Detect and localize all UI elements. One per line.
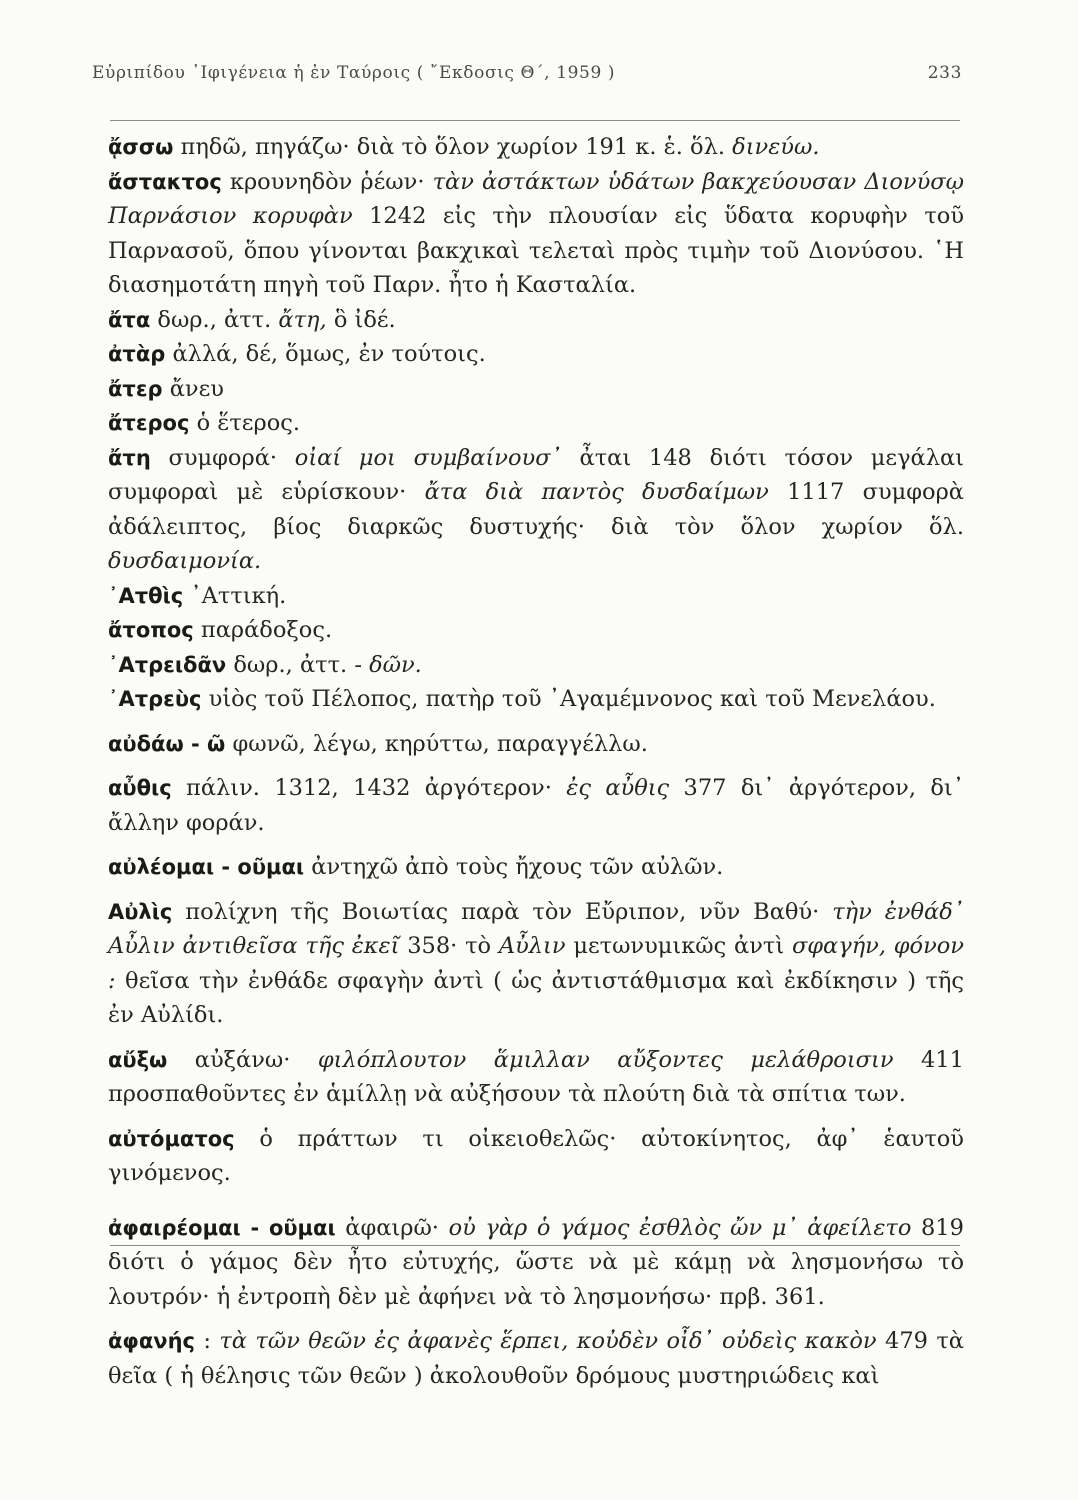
entry-quotation: φιλόπλουτον ἅμιλλαν αὔξοντες μελάθροισιν	[317, 1046, 894, 1073]
entry-headword: ᾄσσω	[108, 135, 174, 159]
entry-definition: ἄνευ	[162, 375, 224, 402]
entry-definition: μετωνυμικῶς ἀντὶ	[565, 933, 792, 959]
glossary-entry	[108, 1043, 964, 1112]
entry-definition: συμφορά·	[150, 444, 295, 471]
entry-headword: ἄτερ	[108, 376, 163, 401]
entry-headword: ἀτὰρ	[108, 342, 166, 366]
entry-quotation: ἄτα διὰ παντὸς δυσδαίμων	[424, 479, 769, 505]
entry-definition: 1242 εἰς τὴν πλουσίαν εἰς ὕδατα κορυφὴν τοῦ Παρνασοῦ, ὅπου γίνονται βακχικαὶ τελεταὶ πρὸς τιμὴν τοῦ Διονύσου. ῾Η διασημοτάτη πηγὴ τοῦ Παρν. ἦτο ἡ Κασταλία.	[108, 203, 964, 298]
entry-definition: 377 δι᾽ ἀργότερον, δι᾽ ἄλλην φοράν.	[108, 775, 964, 836]
glossary-entry	[108, 1211, 964, 1315]
glossary-entry	[108, 337, 964, 372]
entry-definition: ἀλλά, δέ, ὅμως, ἐν τούτοις.	[165, 341, 486, 367]
entry-definition: φωνῶ, λέγω, κηρύττω, παραγγέλλω.	[225, 730, 648, 757]
entry-definition: 479 τὰ θεῖα ( ἡ θέλησις τῶν θεῶν ) ἀκολουθοῦν δρόμους μυστηριώδεις καὶ	[108, 1328, 964, 1389]
glossary-entry	[108, 1324, 964, 1393]
glossary-entry	[108, 771, 964, 840]
entry-quotation: τὰν ἀστάκτων ὑδάτων βακχεύουσαν Διονύσῳ Παρνάσιον κορυφὰν	[108, 168, 964, 229]
entry-quotation: οὐ γὰρ ὁ γάμος ἐσθλὸς ὤν μ᾽ ἀφείλετο	[448, 1214, 912, 1241]
entry-definition: ᾿Αττική.	[183, 582, 287, 609]
entry-definition: πάλιν. 1312, 1432 ἀργότερον·	[171, 775, 567, 801]
entry-definition: ἆται 148 διότι τόσον μεγάλαι συμφοραὶ μὲ εὑρίσκουν·	[108, 444, 965, 505]
entry-definition: θεῖσα τὴν ἐνθάδε σφαγὴν ἀντὶ ( ὡς ἀντιστάθμισμα καὶ ἐκδίκησιν ) τῆς ἐν Αὐλίδι.	[108, 967, 964, 1028]
entry-headword: αὖθις	[108, 776, 172, 800]
glossary-entry	[108, 727, 964, 762]
entry-headword: αὐτόματος	[108, 1126, 235, 1151]
glossary-entries	[108, 130, 964, 1393]
entry-definition: 819 διότι ὁ γάμος δὲν ἦτο εὐτυχής, ὥστε νὰ μὲ κάμῃ νὰ λησμονήσω τὸ λουτρόν· ἡ ἐντροπὴ δὲν μὲ ἀφήνει νὰ τὸ λησμονήσω· πρβ. 361.	[108, 1214, 964, 1310]
entry-quotation: οἰαί μοι συμβαίνουσ᾽	[294, 444, 562, 471]
entry-definition: πηδῶ, πηγάζω· διὰ τὸ ὅλον χωρίον 191 κ. ἑ. ὅλ.	[173, 134, 733, 160]
entry-definition: κρουνηδὸν ῥέων·	[221, 168, 433, 195]
glossary-entry	[108, 441, 964, 579]
entry-quotation: δινεύω.	[732, 134, 820, 160]
entry-headword: αὔξω	[108, 1047, 168, 1072]
entry-definition: αὐξάνω·	[167, 1046, 318, 1073]
entry-definition: ὃ ἰδέ.	[326, 306, 396, 333]
entry-headword: ᾿Ατθὶς	[108, 583, 184, 608]
entry-headword: ἀφαιρέομαι - οῦμαι	[108, 1215, 336, 1240]
entry-headword: ᾿Ατρειδᾶν	[108, 652, 227, 677]
entry-definition: ἀφαιρῶ·	[335, 1214, 449, 1241]
glossary-entry	[108, 850, 964, 885]
entry-quotation: τὴν ἐνθάδ᾽ Αὖλιν ἀντιθεῖσα τῆς ἐκεῖ	[108, 898, 964, 959]
entry-quotation: ἄτη,	[278, 306, 327, 333]
glossary-entry	[108, 303, 964, 338]
running-head	[92, 63, 962, 83]
entry-quotation: δυσδαιμονία.	[108, 548, 262, 574]
entry-quotation: ἐς αὖθις	[566, 775, 670, 801]
glossary-entry	[108, 682, 964, 717]
entry-headword: ἄτη	[108, 445, 151, 470]
entry-headword: ἀφανής	[108, 1329, 195, 1353]
entry-definition: ὁ ἕτερος.	[189, 410, 300, 436]
entry-definition: δωρ., ἀττ. -	[226, 651, 370, 678]
running-title: Εὐριπίδου ᾿Ιφιγένεια ἡ ἐν Ταύροις ( ῎Εκδοσις Θ΄, 1959 )	[92, 63, 616, 83]
glossary-entry	[108, 579, 964, 614]
entry-definition: :	[194, 1328, 220, 1354]
page-number: 233	[927, 63, 962, 83]
header-rule	[110, 120, 960, 121]
entry-definition: 358· τὸ	[399, 933, 499, 959]
entry-definition: 411 προσπαθοῦντες ἐν ἁμίλλῃ νὰ αὐξήσουν τὰ πλούτη διὰ τὰ σπίτια των.	[108, 1046, 964, 1107]
entry-quotation: σφαγήν, φόνον :	[108, 933, 964, 994]
entry-headword: Αὐλὶς	[108, 899, 173, 924]
entry-definition: ἀντηχῶ ἀπὸ τοὺς ἤχους τῶν αὐλῶν.	[304, 854, 724, 880]
entry-definition: 1117 συμφορὰ ἀδάλειπτος, βίος διαρκῶς δυστυχής· διὰ τὸν ὅλον χωρίον ὅλ.	[108, 479, 964, 540]
entry-definition: υἱὸς τοῦ Πέλοπος, πατὴρ τοῦ ᾿Αγαμέμνονος καὶ τοῦ Μενελάου.	[201, 686, 936, 712]
entry-quotation: δῶν.	[369, 651, 422, 678]
entry-headword: ἄτερος	[108, 411, 190, 435]
entry-quotation: τὰ τῶν θεῶν ἐς ἀφανὲς ἕρπει, κοὐδὲν οἶδ᾽ οὐδεὶς κακὸν	[219, 1328, 877, 1354]
entry-headword: ἄτοπος	[108, 618, 194, 642]
glossary-entry	[108, 372, 964, 407]
glossary-entry	[108, 406, 964, 441]
glossary-entry	[108, 1122, 964, 1191]
entry-headword: ἄτα	[108, 307, 151, 332]
glossary-entry	[108, 165, 964, 303]
glossary-entry	[108, 613, 964, 648]
glossary-entry	[108, 648, 964, 683]
entry-definition: πολίχνη τῆς Βοιωτίας παρὰ τὸν Εὔριπον, νῦν Βαθύ·	[172, 898, 833, 925]
entry-headword: ἄστακτος	[108, 169, 222, 194]
entry-headword: αὐδάω - ῶ	[108, 731, 226, 756]
entry-definition: παράδοξος.	[193, 617, 333, 643]
entry-headword: αὐλέομαι - οῦμαι	[108, 855, 305, 879]
entry-headword: ᾿Ατρεὺς	[108, 687, 202, 711]
entry-definition: δωρ., ἀττ.	[150, 306, 279, 333]
glossary-entry	[108, 130, 964, 165]
entry-quotation: Αὖλιν	[498, 933, 566, 959]
entry-definition: ὁ πράττων τι οἰκειοθελῶς· αὐτοκίνητος, ἀφ᾽ ἑαυτοῦ γινόμενος.	[108, 1125, 964, 1186]
glossary-entry	[108, 895, 964, 1033]
